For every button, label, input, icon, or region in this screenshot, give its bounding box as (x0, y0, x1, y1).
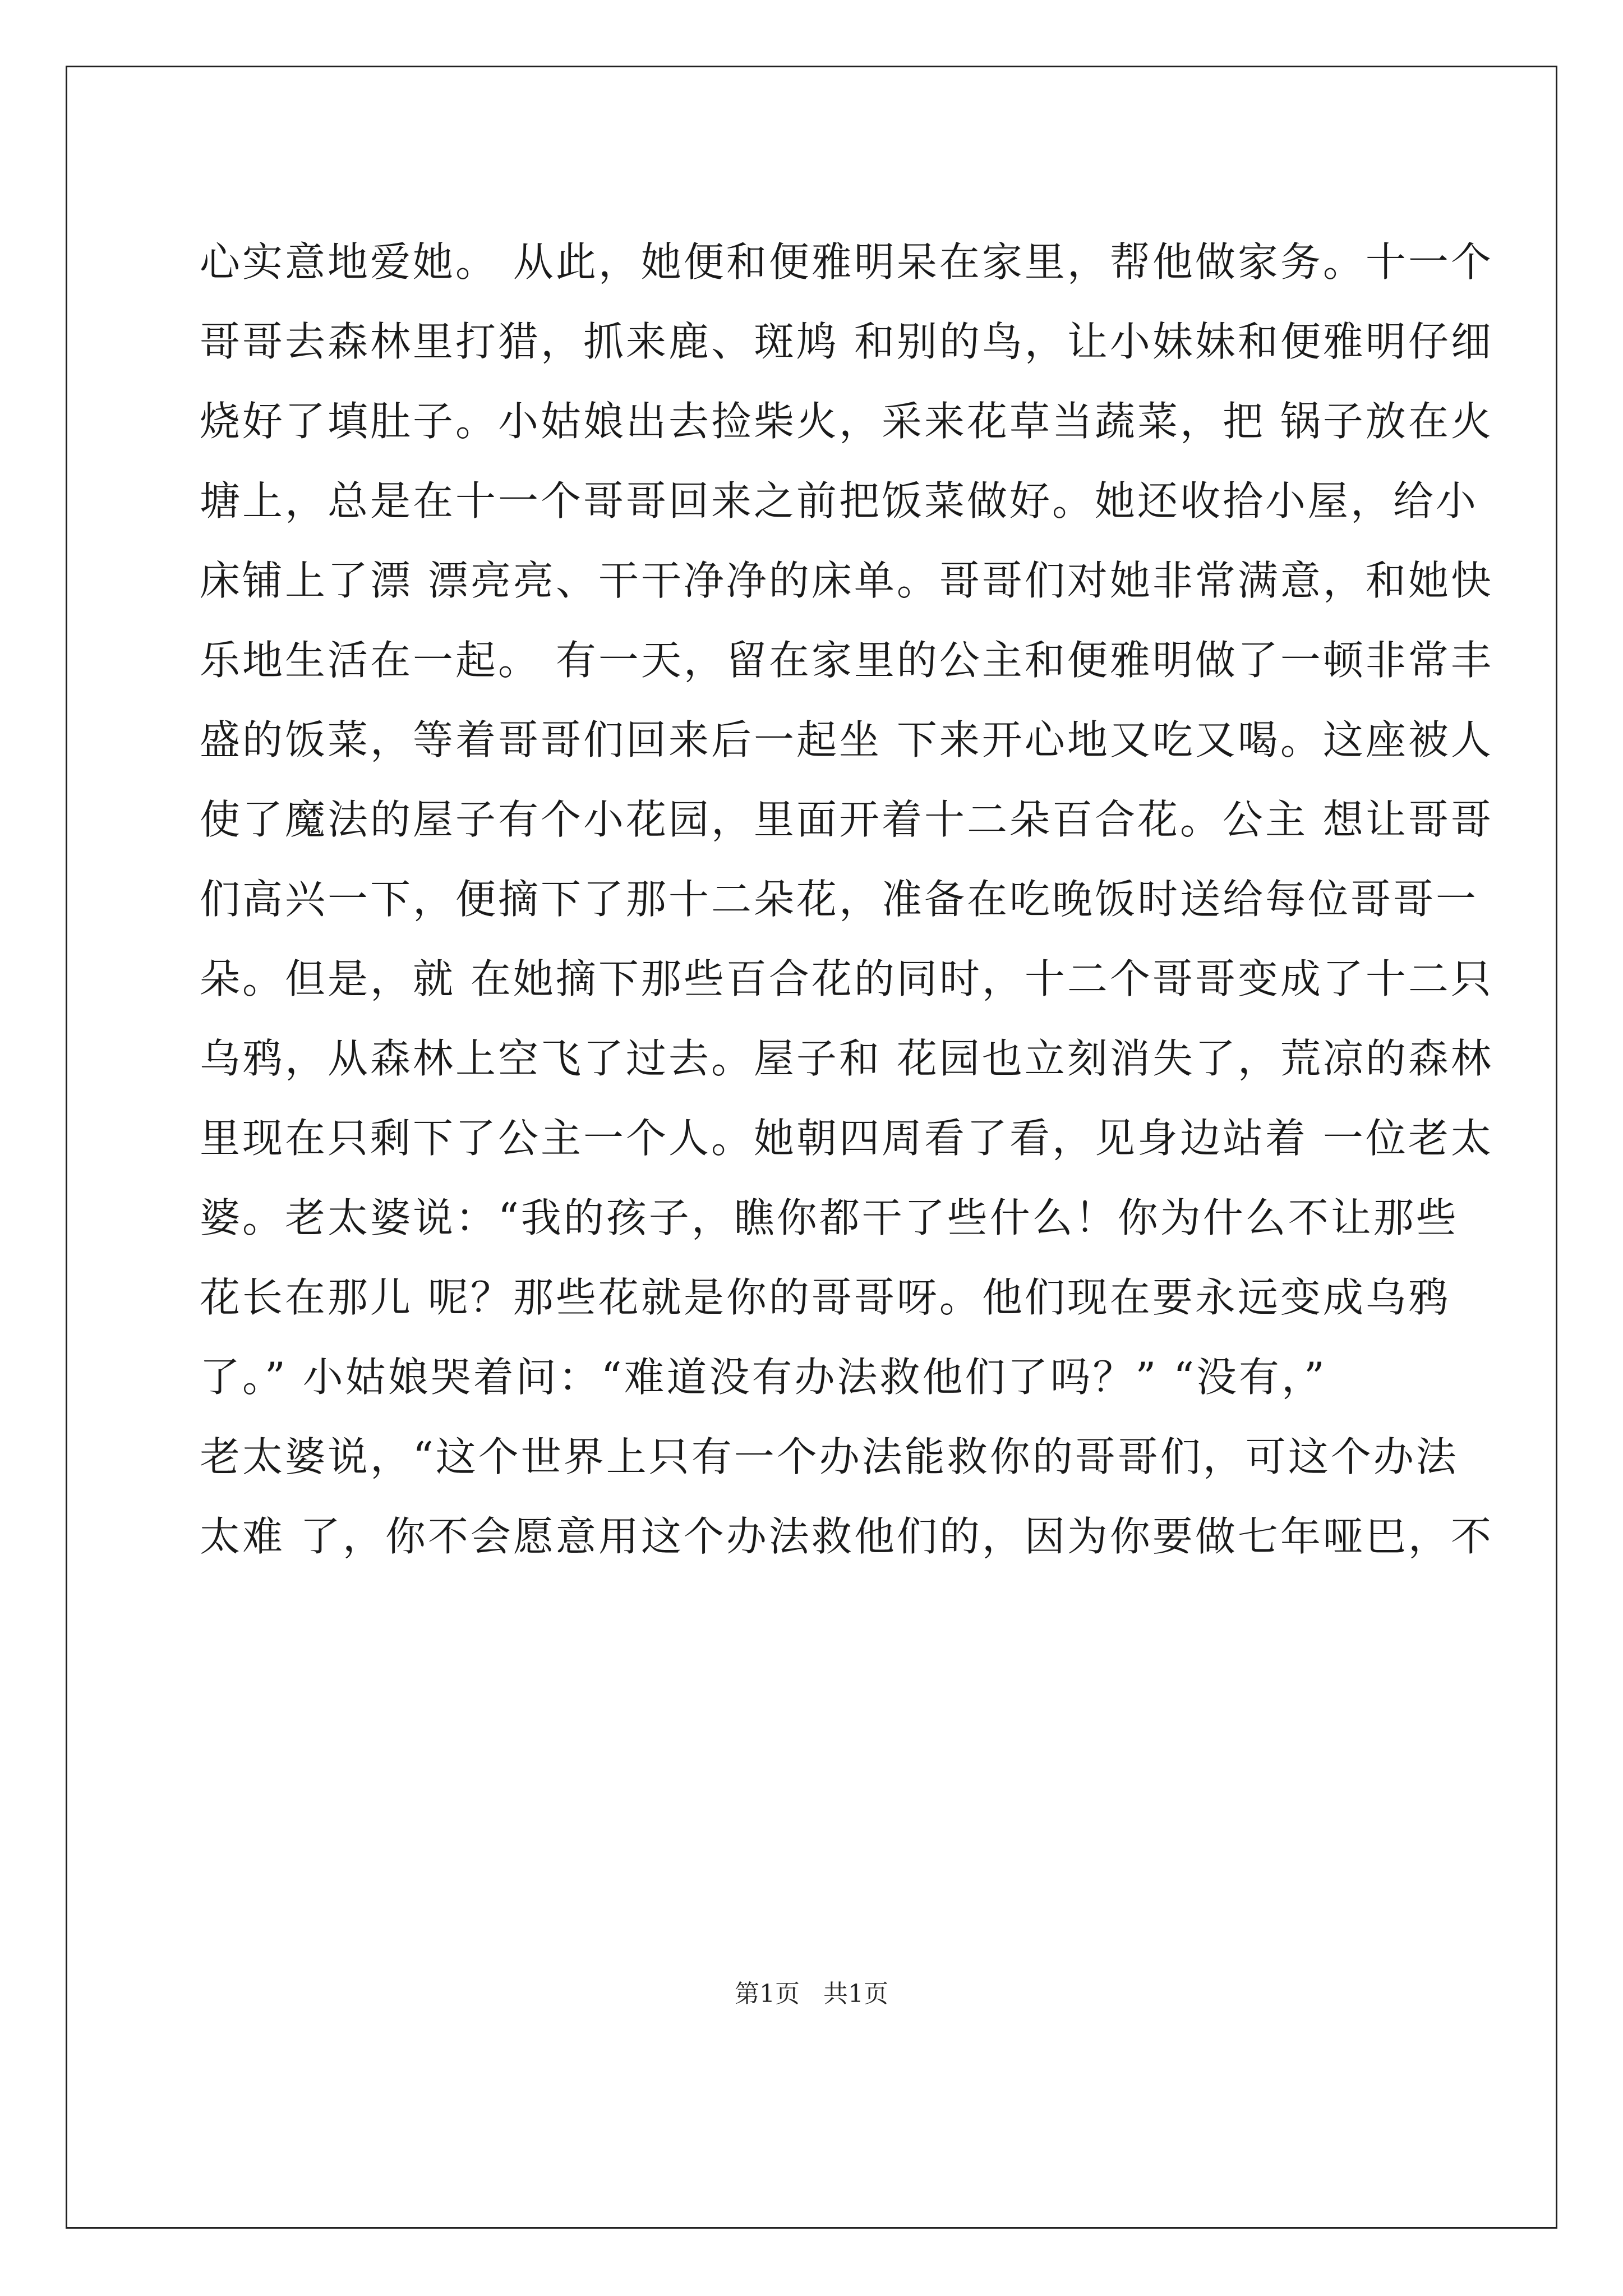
text-line: 哥哥去森林里打猎，抓来鹿、斑鸠 和别的鸟，让小妹妹和便雅明仔细 (200, 318, 1493, 365)
text-line: 乐地生活在一起。 有一天，留在家里的公主和便雅明做了一顿非常丰 (200, 637, 1493, 684)
text-line: 里现在只剩下了公主一个人。她朝四周看了看，见身边站着 一位老太 (200, 1115, 1493, 1162)
text-line: 烧好了填肚子。小姑娘出去捡柴火，采来花草当蔬菜，把 锅子放在火 (200, 398, 1493, 445)
text-line: 塘上，总是在十一个哥哥回来之前把饭菜做好。她还收拾小屋，给小 (200, 477, 1479, 524)
text-line: 了。” 小姑娘哭着问：“难道没有办法救他们了吗？” “没有，” (200, 1354, 1327, 1401)
text-line: 花长在那儿 呢？那些花就是你的哥哥呀。他们现在要永远变成乌鸦 (200, 1274, 1451, 1321)
text-line: 心实意地爱她。 从此，她便和便雅明呆在家里，帮他做家务。十一个 (200, 238, 1493, 286)
text-line: 床铺上了漂 漂亮亮、干干净净的床单。哥哥们对她非常满意，和她快 (200, 557, 1493, 604)
page-footer: 第1页 共1页 (735, 1980, 888, 2008)
document-body (200, 222, 1493, 1576)
text-line: 婆。老太婆说：“我的孩子，瞧你都干了些什么！你为什么不让那些 (200, 1194, 1459, 1241)
text-line: 乌鸦，从森林上空飞了过去。屋子和 花园也立刻消失了，荒凉的森林 (200, 1035, 1493, 1082)
text-line: 老太婆说，“这个世界上只有一个办法能救你的哥哥们，可这个办法 (200, 1433, 1459, 1480)
text-line: 盛的饭菜，等着哥哥们回来后一起坐 下来开心地又吃又喝。这座被人 (200, 716, 1493, 763)
text-line: 朵。但是，就 在她摘下那些百合花的同时，十二个哥哥变成了十二只 (200, 955, 1493, 1002)
text-line: 们高兴一下，便摘下了那十二朵花，准备在吃晚饭时送给每位哥哥一 (200, 876, 1479, 923)
text-line: 使了魔法的屋子有个小花园，里面开着十二朵百合花。公主 想让哥哥 (200, 796, 1493, 843)
text-line: 太难 了，你不会愿意用这个办法救他们的，因为你要做七年哑巴，不 (200, 1513, 1493, 1560)
